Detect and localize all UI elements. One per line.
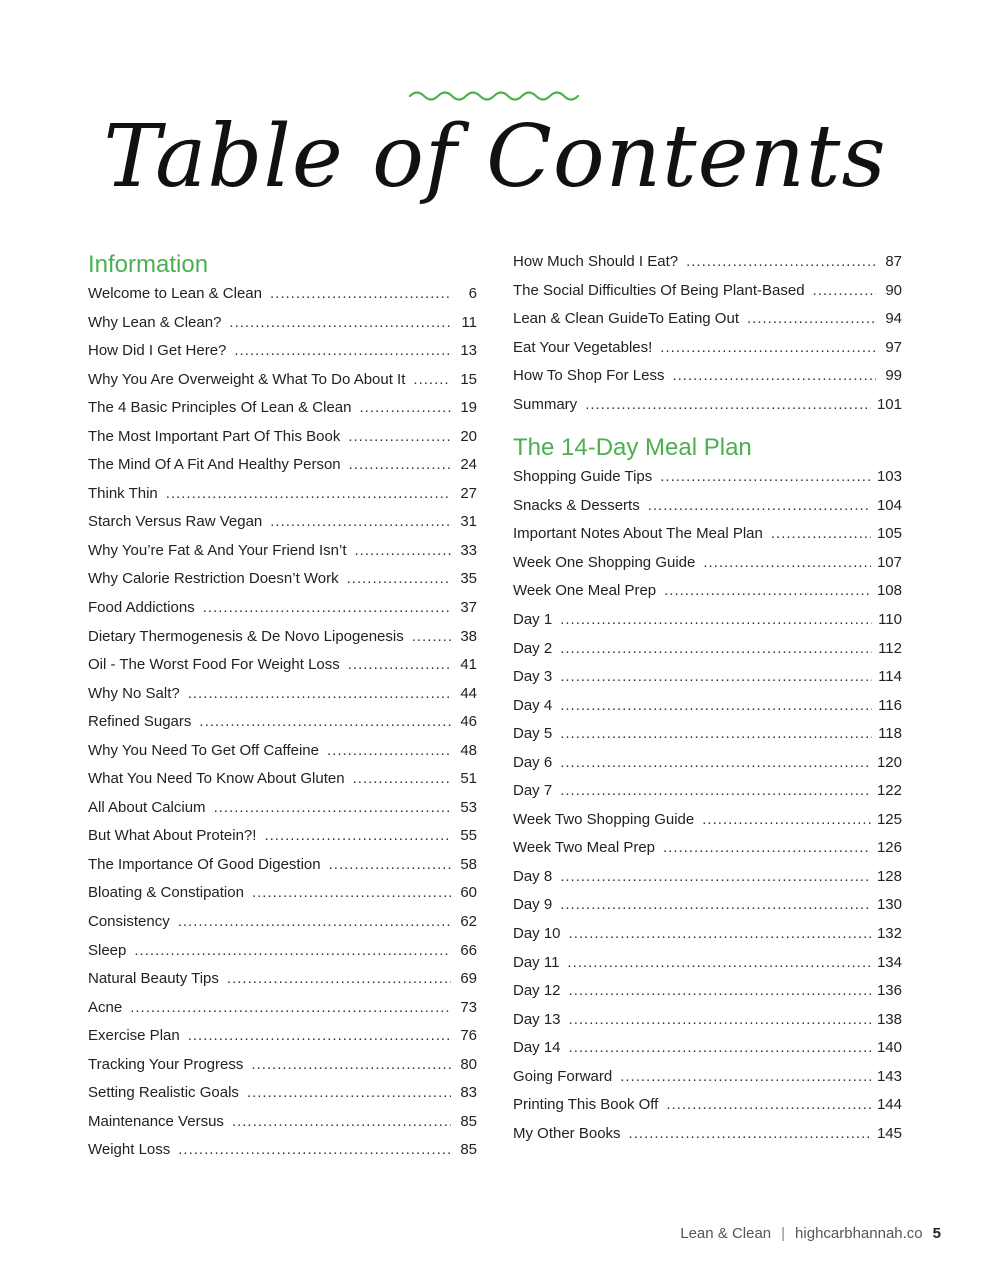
toc-entry-page: 83 — [460, 1084, 477, 1102]
toc-entry-title: Why You Need To Get Off Caffeine — [88, 741, 319, 759]
page-title: Table of Contents — [103, 107, 887, 207]
toc-entry[interactable] — [513, 463, 902, 492]
toc-entry-title: Acne — [88, 998, 123, 1016]
toc-entry-title: The Importance Of Good Digestion — [88, 855, 321, 873]
dot-leader — [188, 680, 451, 709]
toc-entry-title: Bloating & Constipation — [88, 884, 244, 902]
toc-entry[interactable] — [513, 362, 902, 391]
toc-entry-title: Day 2 — [513, 639, 553, 657]
toc-entry-page: 94 — [885, 310, 902, 328]
toc-entry-page: 66 — [460, 941, 477, 959]
dot-leader — [560, 606, 872, 635]
toc-entry-page: 46 — [460, 713, 477, 731]
toc-entry[interactable] — [88, 537, 477, 566]
dot-leader — [771, 520, 871, 549]
dot-leader — [329, 851, 451, 880]
toc-entry-page: 80 — [460, 1055, 477, 1073]
dot-leader — [813, 277, 876, 306]
toc-entry-title: Weight Loss — [88, 1141, 171, 1159]
toc-entry-page: 35 — [460, 570, 477, 588]
dot-leader — [569, 1034, 871, 1063]
toc-entry[interactable] — [88, 1051, 477, 1080]
toc-entry[interactable] — [88, 1108, 477, 1137]
toc-entry-title: Consistency — [88, 913, 170, 931]
toc-entry-title: Welcome to Lean & Clean — [88, 285, 262, 302]
dot-leader — [664, 577, 871, 606]
toc-entry-title: Day 12 — [513, 982, 561, 1000]
toc-entry[interactable] — [513, 806, 902, 835]
toc-entry-page: 20 — [460, 427, 477, 445]
toc-entry[interactable] — [513, 1034, 902, 1063]
toc-entry[interactable] — [513, 891, 902, 920]
toc-entry-title: Refined Sugars — [88, 713, 192, 731]
dot-leader — [270, 280, 451, 309]
toc-entry-title: What You Need To Know About Gluten — [88, 770, 345, 788]
toc-entry[interactable] — [88, 651, 477, 680]
toc-entry-page: 132 — [876, 925, 902, 943]
dot-leader — [327, 737, 451, 766]
toc-entry-page: 60 — [460, 884, 477, 902]
dot-leader — [585, 391, 871, 420]
toc-entry[interactable] — [88, 480, 477, 509]
toc-entry-page: 41 — [460, 656, 477, 674]
dot-leader — [347, 565, 451, 594]
dot-leader — [660, 334, 876, 363]
toc-entry-page: 134 — [876, 953, 902, 971]
dot-leader — [660, 463, 871, 492]
toc-entry-title: The Mind Of A Fit And Healthy Person — [88, 456, 341, 474]
toc-entry-page: 143 — [876, 1067, 902, 1085]
toc-entry-title: Summary — [513, 395, 578, 413]
dot-leader — [567, 949, 871, 978]
dot-leader — [672, 362, 876, 391]
dot-leader — [247, 1079, 451, 1108]
toc-entry[interactable] — [513, 720, 902, 749]
toc-entry-page: 44 — [460, 684, 477, 702]
toc-entry[interactable] — [513, 305, 902, 334]
toc-column-right — [513, 248, 902, 1148]
toc-entry-title: Setting Realistic Goals — [88, 1084, 239, 1102]
toc-entry[interactable] — [88, 1079, 477, 1108]
toc-entry-title: Day 11 — [513, 953, 560, 971]
toc-entry-page: 120 — [876, 753, 902, 771]
toc-entry[interactable] — [88, 965, 477, 994]
dot-leader — [412, 623, 451, 652]
toc-entry-page: 126 — [876, 839, 902, 857]
toc-entry-page: 125 — [876, 810, 902, 828]
toc-entry-title: Why Lean & Clean? — [88, 313, 222, 331]
toc-entry[interactable] — [513, 606, 902, 635]
toc-entry-title: The Most Important Part Of This Book — [88, 427, 341, 445]
toc-entry-title: Going Forward — [513, 1067, 613, 1085]
toc-entry-page: 112 — [878, 639, 902, 657]
toc-entry-page: 33 — [460, 541, 477, 559]
toc-entry[interactable] — [513, 248, 902, 277]
toc-entry-title: Printing This Book Off — [513, 1096, 659, 1114]
toc-entry[interactable] — [513, 834, 902, 863]
dot-leader — [178, 908, 451, 937]
toc-entry-page: 140 — [876, 1039, 902, 1057]
toc-entry-title: Day 14 — [513, 1039, 561, 1057]
toc-entry[interactable] — [88, 1022, 477, 1051]
toc-entry-page: 130 — [876, 896, 902, 914]
toc-entry[interactable] — [513, 949, 902, 978]
toc-entry[interactable] — [513, 277, 902, 306]
footer-book-title: Lean & Clean — [680, 1225, 772, 1242]
toc-entry-title: Oil - The Worst Food For Weight Loss — [88, 656, 340, 674]
toc-entry[interactable] — [88, 451, 477, 480]
dot-leader — [214, 794, 451, 823]
toc-entry[interactable] — [88, 394, 477, 423]
toc-entry-title: The Social Difficulties Of Being Plant-Based — [513, 281, 805, 299]
footer-website: highcarbhannah.co — [795, 1225, 923, 1242]
toc-entry-page: 107 — [876, 553, 902, 571]
toc-list-information-continued — [513, 248, 902, 419]
toc-entry-title: Day 5 — [513, 725, 553, 743]
dot-leader — [252, 879, 451, 908]
footer-page-number: 5 — [932, 1225, 941, 1242]
toc-entry-title: Food Addictions — [88, 599, 195, 617]
toc-entry-page: 128 — [876, 867, 902, 885]
toc-entry[interactable] — [88, 708, 477, 737]
toc-entry-title: Exercise Plan — [88, 1027, 180, 1045]
toc-entry-page: 85 — [460, 1141, 477, 1159]
toc-entry-page: 110 — [878, 611, 902, 629]
toc-entry-title: Why No Salt? — [88, 684, 180, 702]
toc-entry[interactable] — [513, 549, 902, 578]
toc-entry-title: How Much Should I Eat? — [513, 253, 679, 270]
dot-leader — [560, 663, 872, 692]
toc-entry[interactable] — [88, 879, 477, 908]
toc-entry-page: 53 — [460, 798, 477, 816]
toc-entry-page: 116 — [878, 696, 902, 714]
toc-entry-title: Day 1 — [513, 611, 553, 629]
toc-entry-title: Starch Versus Raw Vegan — [88, 513, 263, 531]
toc-entry[interactable] — [88, 994, 477, 1023]
toc-entry-page: 108 — [876, 582, 902, 600]
toc-entry-page: 97 — [885, 338, 902, 356]
dot-leader — [560, 863, 871, 892]
toc-list-meal-plan — [513, 463, 902, 1148]
toc-entry[interactable] — [88, 366, 477, 395]
toc-entry-page: 15 — [460, 370, 477, 388]
dot-leader — [188, 1022, 451, 1051]
toc-entry-title: Week Two Shopping Guide — [513, 810, 695, 828]
toc-entry-title: All About Calcium — [88, 798, 206, 816]
toc-entry-page: 19 — [460, 399, 477, 417]
toc-entry[interactable] — [513, 1120, 902, 1149]
toc-entry-title: My Other Books — [513, 1124, 621, 1142]
dot-leader — [166, 480, 451, 509]
toc-entry[interactable] — [88, 280, 477, 309]
toc-entry-title: Dietary Thermogenesis & De Novo Lipogenesis — [88, 627, 404, 645]
dot-leader — [353, 765, 451, 794]
dot-leader — [560, 777, 871, 806]
toc-entry-page: 99 — [885, 367, 902, 385]
dot-leader — [413, 366, 451, 395]
toc-entry-title: Maintenance Versus — [88, 1112, 224, 1130]
toc-list-information — [88, 280, 477, 1165]
toc-entry-page: 145 — [876, 1124, 902, 1142]
toc-entry-page: 114 — [878, 668, 902, 686]
toc-entry[interactable] — [513, 334, 902, 363]
dot-leader — [130, 994, 451, 1023]
toc-entry-page: 101 — [876, 395, 902, 413]
toc-entry-page: 24 — [460, 456, 477, 474]
toc-entry-page: 38 — [460, 627, 477, 645]
toc-entry-title: Week One Meal Prep — [513, 582, 657, 600]
toc-entry-title: Day 9 — [513, 896, 553, 914]
toc-entry-page: 62 — [460, 913, 477, 931]
dot-leader — [270, 508, 451, 537]
toc-entry-page: 31 — [460, 513, 477, 531]
toc-entry[interactable] — [88, 423, 477, 452]
toc-entry-title: Tracking Your Progress — [88, 1055, 244, 1073]
toc-entry[interactable] — [88, 851, 477, 880]
toc-entry[interactable] — [513, 577, 902, 606]
toc-entry[interactable] — [88, 737, 477, 766]
toc-entry-title: How Did I Get Here? — [88, 342, 227, 360]
toc-entry-page: 11 — [461, 313, 477, 331]
dot-leader — [560, 635, 872, 664]
toc-entry-title: Week Two Meal Prep — [513, 839, 656, 857]
toc-entry-title: Day 3 — [513, 668, 553, 686]
toc-entry-title: Week One Shopping Guide — [513, 553, 696, 571]
dot-leader — [569, 977, 871, 1006]
toc-entry[interactable] — [88, 908, 477, 937]
toc-entry[interactable] — [513, 663, 902, 692]
toc-entry[interactable] — [88, 680, 477, 709]
dot-leader — [134, 937, 451, 966]
dot-leader — [203, 594, 451, 623]
toc-entry-page: 87 — [885, 253, 902, 270]
dot-leader — [229, 309, 451, 338]
footer-divider: | — [781, 1225, 786, 1242]
dot-leader — [620, 1063, 871, 1092]
toc-entry[interactable] — [513, 749, 902, 778]
dot-leader — [251, 1051, 451, 1080]
toc-entry-title: Lean & Clean GuideTo Eating Out — [513, 310, 739, 328]
dot-leader — [199, 708, 451, 737]
dot-leader — [648, 492, 871, 521]
toc-entry-title: Shopping Guide Tips — [513, 468, 653, 486]
toc-entry-title: Why You’re Fat & And Your Friend Isn’t — [88, 541, 347, 559]
toc-entry-title: Day 7 — [513, 782, 553, 800]
toc-entry-title: But What About Protein?! — [88, 827, 257, 845]
toc-entry-title: Sleep — [88, 941, 127, 959]
toc-entry[interactable] — [88, 508, 477, 537]
dot-leader — [663, 834, 871, 863]
toc-entry-title: Why Calorie Restriction Doesn’t Work — [88, 570, 339, 588]
toc-entry[interactable] — [513, 863, 902, 892]
dot-leader — [703, 549, 871, 578]
toc-entry[interactable] — [513, 1006, 902, 1035]
toc-entry-page: 90 — [885, 281, 902, 299]
dot-leader — [348, 651, 451, 680]
dot-leader — [666, 1091, 871, 1120]
toc-entry[interactable] — [513, 1091, 902, 1120]
toc-entry-page: 13 — [460, 342, 477, 360]
toc-entry[interactable] — [88, 765, 477, 794]
toc-entry[interactable] — [88, 565, 477, 594]
dot-leader — [747, 305, 876, 334]
toc-entry-page: 6 — [468, 285, 477, 302]
toc-entry-page: 73 — [460, 998, 477, 1016]
toc-entry-page: 103 — [876, 468, 902, 486]
toc-entry-title: Day 4 — [513, 696, 553, 714]
dot-leader — [227, 965, 451, 994]
toc-entry-page: 138 — [876, 1010, 902, 1028]
dot-leader — [359, 394, 451, 423]
dot-leader — [686, 248, 876, 277]
toc-entry[interactable] — [513, 635, 902, 664]
dot-leader — [560, 749, 871, 778]
toc-entry-title: Snacks & Desserts — [513, 496, 640, 514]
toc-entry[interactable] — [88, 309, 477, 338]
toc-entry[interactable] — [513, 692, 902, 721]
toc-entry-page: 55 — [460, 827, 477, 845]
toc-entry-title: How To Shop For Less — [513, 367, 665, 385]
dot-leader — [178, 1136, 451, 1165]
toc-entry[interactable] — [88, 937, 477, 966]
toc-entry[interactable] — [88, 594, 477, 623]
toc-entry-title: The 4 Basic Principles Of Lean & Clean — [88, 399, 352, 417]
toc-entry-page: 76 — [460, 1027, 477, 1045]
dot-leader — [569, 1006, 871, 1035]
dot-leader — [349, 451, 451, 480]
toc-entry-page: 85 — [460, 1112, 477, 1130]
toc-entry[interactable] — [88, 1136, 477, 1165]
toc-entry-title: Why You Are Overweight & What To Do About It — [88, 370, 406, 388]
toc-entry-title: Day 10 — [513, 925, 561, 943]
dot-leader — [234, 337, 451, 366]
toc-entry[interactable] — [88, 337, 477, 366]
dot-leader — [560, 891, 871, 920]
toc-entry-title: Natural Beauty Tips — [88, 970, 219, 988]
toc-entry-page: 48 — [460, 741, 477, 759]
toc-entry[interactable] — [88, 822, 477, 851]
toc-entry[interactable] — [513, 520, 902, 549]
toc-entry-page: 118 — [878, 725, 902, 743]
toc-entry[interactable] — [513, 391, 902, 420]
toc-column-left — [88, 248, 477, 1165]
toc-entry-page: 27 — [460, 484, 477, 502]
toc-entry[interactable] — [513, 1063, 902, 1092]
dot-leader — [264, 822, 451, 851]
dot-leader — [629, 1120, 871, 1149]
toc-entry-title: Day 6 — [513, 753, 553, 771]
toc-entry[interactable] — [513, 492, 902, 521]
toc-entry-title: Eat Your Vegetables! — [513, 338, 653, 356]
toc-entry[interactable] — [88, 794, 477, 823]
toc-entry[interactable] — [513, 777, 902, 806]
toc-entry-page: 58 — [460, 855, 477, 873]
section-heading-information: Information — [88, 251, 209, 278]
dot-leader — [560, 692, 872, 721]
dot-leader — [702, 806, 871, 835]
toc-entry-page: 122 — [876, 782, 902, 800]
toc-entry-title: Day 13 — [513, 1010, 561, 1028]
page-footer — [680, 1225, 941, 1242]
toc-entry[interactable] — [513, 977, 902, 1006]
toc-entry-title: Important Notes About The Meal Plan — [513, 525, 763, 543]
toc-entry-page: 104 — [876, 496, 902, 514]
toc-entry-page: 37 — [460, 599, 477, 617]
toc-entry-page: 136 — [876, 982, 902, 1000]
toc-entry[interactable] — [513, 920, 902, 949]
dot-leader — [569, 920, 871, 949]
dot-leader — [560, 720, 872, 749]
toc-entry-page: 105 — [876, 525, 902, 543]
toc-entry-page: 69 — [460, 970, 477, 988]
dot-leader — [348, 423, 451, 452]
dot-leader — [232, 1108, 451, 1137]
toc-entry-title: Think Thin — [88, 484, 158, 502]
toc-entry-page: 144 — [876, 1096, 902, 1114]
toc-entry[interactable] — [88, 623, 477, 652]
toc-entry-title: Day 8 — [513, 867, 553, 885]
section-heading-meal-plan: The 14-Day Meal Plan — [513, 434, 752, 462]
dot-leader — [355, 537, 452, 566]
toc-entry-page: 51 — [460, 770, 477, 788]
